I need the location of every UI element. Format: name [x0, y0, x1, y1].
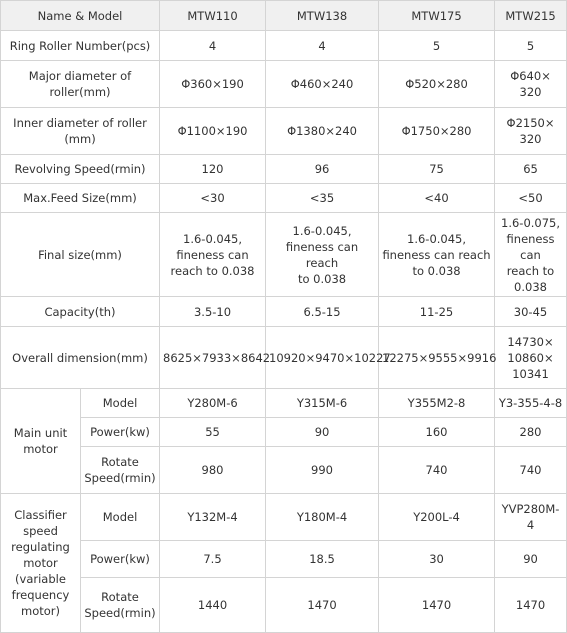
revolving-speed-value: 75 — [379, 155, 495, 184]
revolving-speed-value: 120 — [160, 155, 266, 184]
row-final-size — [1, 213, 567, 297]
major-diameter-value: Φ460×240 — [266, 61, 379, 108]
major-diameter-value: Φ520×280 — [379, 61, 495, 108]
revolving-speed-value: 65 — [495, 155, 567, 184]
row-classifier-motor-model — [1, 494, 567, 541]
capacity-value: 11-25 — [379, 297, 495, 327]
main-motor-power-value: 160 — [379, 418, 495, 447]
max-feed-label: Max.Feed Size(mm) — [1, 184, 160, 213]
classifier-motor-speed-value: 1470 — [379, 578, 495, 633]
capacity-value: 3.5-10 — [160, 297, 266, 327]
main-motor-model-value: Y280M-6 — [160, 389, 266, 418]
inner-diameter-value: Φ1380×240 — [266, 108, 379, 155]
main-motor-model-value: Y315M-6 — [266, 389, 379, 418]
capacity-value: 6.5-15 — [266, 297, 379, 327]
classifier-motor-model-value: Y200L-4 — [379, 494, 495, 541]
header-model-4: MTW215 — [495, 1, 567, 31]
main-motor-speed-value: 980 — [160, 447, 266, 494]
capacity-value: 30-45 — [495, 297, 567, 327]
classifier-motor-speed-label: Rotate Speed(rmin) — [81, 578, 160, 633]
row-main-motor-power — [1, 418, 567, 447]
inner-diameter-value: Φ2150× 320 — [495, 108, 567, 155]
main-motor-model-label: Model — [81, 389, 160, 418]
row-main-motor-speed — [1, 447, 567, 494]
header-model-2: MTW138 — [266, 1, 379, 31]
overall-dimension-value: 14730× 10860× 10341 — [495, 327, 567, 389]
max-feed-value: <35 — [266, 184, 379, 213]
main-motor-speed-label: Rotate Speed(rmin) — [81, 447, 160, 494]
header-model-3: MTW175 — [379, 1, 495, 31]
overall-dimension-value: 12275×9555×9916 — [379, 327, 495, 389]
final-size-value: 1.6-0.045, fineness can reach to 0.038 — [160, 213, 266, 297]
row-major-diameter — [1, 61, 567, 108]
ring-roller-value: 4 — [160, 31, 266, 61]
row-main-motor-model — [1, 389, 567, 418]
overall-dimension-value: 10920×9470×10227 — [266, 327, 379, 389]
row-revolving-speed — [1, 155, 567, 184]
major-diameter-label: Major diameter of roller(mm) — [1, 61, 160, 108]
classifier-motor-power-value: 7.5 — [160, 541, 266, 578]
final-size-value: 1.6-0.075, fineness can reach to 0.038 — [495, 213, 567, 297]
row-classifier-motor-power — [1, 541, 567, 578]
row-ring-roller — [1, 31, 567, 61]
main-motor-power-label: Power(kw) — [81, 418, 160, 447]
classifier-motor-power-value: 90 — [495, 541, 567, 578]
major-diameter-value: Φ360×190 — [160, 61, 266, 108]
main-motor-speed-value: 740 — [495, 447, 567, 494]
final-size-value: 1.6-0.045, fineness can reach to 0.038 — [379, 213, 495, 297]
row-max-feed — [1, 184, 567, 213]
main-motor-group-label: Main unit motor — [1, 389, 81, 494]
main-motor-speed-value: 740 — [379, 447, 495, 494]
row-capacity — [1, 297, 567, 327]
header-model-1: MTW110 — [160, 1, 266, 31]
overall-dimension-value: 8625×7933×8642 — [160, 327, 266, 389]
inner-diameter-value: Φ1750×280 — [379, 108, 495, 155]
revolving-speed-label: Revolving Speed(rmin) — [1, 155, 160, 184]
row-classifier-motor-speed — [1, 578, 567, 633]
main-motor-speed-value: 990 — [266, 447, 379, 494]
classifier-motor-power-value: 30 — [379, 541, 495, 578]
classifier-motor-speed-value: 1470 — [266, 578, 379, 633]
main-motor-model-value: Y355M2-8 — [379, 389, 495, 418]
inner-diameter-label: Inner diameter of roller (mm) — [1, 108, 160, 155]
classifier-motor-speed-value: 1440 — [160, 578, 266, 633]
ring-roller-label: Ring Roller Number(pcs) — [1, 31, 160, 61]
header-label: Name & Model — [1, 1, 160, 31]
header-row — [1, 1, 567, 31]
inner-diameter-value: Φ1100×190 — [160, 108, 266, 155]
classifier-motor-model-value: YVP280M-4 — [495, 494, 567, 541]
max-feed-value: <40 — [379, 184, 495, 213]
row-inner-diameter — [1, 108, 567, 155]
main-motor-power-value: 280 — [495, 418, 567, 447]
main-motor-power-value: 90 — [266, 418, 379, 447]
main-motor-model-value: Y3-355-4-8 — [495, 389, 567, 418]
classifier-motor-power-label: Power(kw) — [81, 541, 160, 578]
capacity-label: Capacity(th) — [1, 297, 160, 327]
classifier-motor-speed-value: 1470 — [495, 578, 567, 633]
major-diameter-value: Φ640× 320 — [495, 61, 567, 108]
row-overall-dimension — [1, 327, 567, 389]
main-motor-power-value: 55 — [160, 418, 266, 447]
ring-roller-value: 5 — [379, 31, 495, 61]
overall-dimension-label: Overall dimension(mm) — [1, 327, 160, 389]
final-size-value: 1.6-0.045, fineness can reach to 0.038 — [266, 213, 379, 297]
classifier-motor-model-value: Y180M-4 — [266, 494, 379, 541]
revolving-speed-value: 96 — [266, 155, 379, 184]
final-size-label: Final size(mm) — [1, 213, 160, 297]
max-feed-value: <30 — [160, 184, 266, 213]
classifier-motor-model-label: Model — [81, 494, 160, 541]
max-feed-value: <50 — [495, 184, 567, 213]
classifier-motor-group-label: Classifier speed regulating motor (variable frequency motor) — [1, 494, 81, 633]
classifier-motor-model-value: Y132M-4 — [160, 494, 266, 541]
ring-roller-value: 4 — [266, 31, 379, 61]
ring-roller-value: 5 — [495, 31, 567, 61]
classifier-motor-power-value: 18.5 — [266, 541, 379, 578]
